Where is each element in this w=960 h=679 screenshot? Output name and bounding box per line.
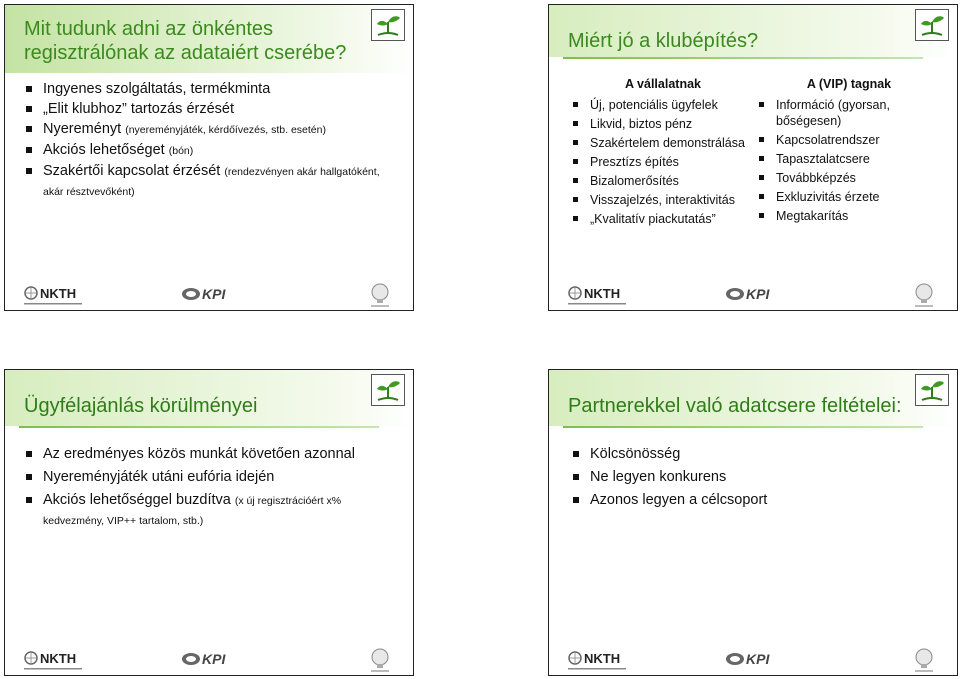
slide-4 <box>548 369 958 676</box>
slide-header <box>549 5 957 57</box>
list-item: „Elit klubhoz” tartozás érzését <box>26 99 396 119</box>
list-item: Bizalomerősítés <box>573 173 753 189</box>
list-item: Kölcsönösség <box>573 444 943 464</box>
slide-footer <box>5 280 413 310</box>
column-heading-member: A (VIP) tagnak <box>806 77 892 91</box>
bullet-list <box>26 444 401 530</box>
list-item: Nyereményjáték utáni eufória idején <box>26 467 401 487</box>
kpi-logo <box>180 285 240 303</box>
title-underline <box>563 57 923 59</box>
svg-text:KPI: KPI <box>746 651 770 667</box>
bullet-list <box>26 79 396 201</box>
list-item: Szakértői kapcsolat érzését (rendezvényen akár hallgatóként, akár résztvevőként) <box>26 161 396 201</box>
list-item: Nyereményt (nyereményjáték, kérdőívezés, stb. esetén) <box>26 119 396 140</box>
list-item: Ingyenes szolgáltatás, termékminta <box>26 79 396 99</box>
sprout-logo-icon <box>371 374 405 406</box>
list-item: Kapcsolatrendszer <box>759 132 939 148</box>
list-item: Továbbképzés <box>759 170 939 186</box>
list-item: Szakértelem demonstrálása <box>573 135 753 151</box>
bulb-logo <box>365 646 395 674</box>
nkth-logo <box>567 648 627 672</box>
nkth-logo <box>23 283 83 307</box>
list-item: „Kvalitatív piackutatás” <box>573 211 753 227</box>
slide-1 <box>4 4 414 311</box>
slide-footer <box>549 280 957 310</box>
slide-header <box>5 5 413 73</box>
bulb-logo <box>365 281 395 309</box>
company-benefits-list <box>573 97 753 230</box>
title-underline <box>563 426 923 428</box>
sprout-logo-icon <box>915 9 949 41</box>
slide-3 <box>4 369 414 676</box>
slide-footer <box>549 645 957 675</box>
member-benefits-list <box>759 97 939 227</box>
kpi-logo <box>724 650 784 668</box>
title-underline <box>19 426 379 428</box>
svg-text:KPI: KPI <box>202 651 226 667</box>
list-item: Presztízs építés <box>573 154 753 170</box>
list-item: Exkluzivitás érzete <box>759 189 939 205</box>
list-item: Tapasztalatcsere <box>759 151 939 167</box>
bullet-list <box>573 444 943 510</box>
sprout-logo-icon <box>371 9 405 41</box>
slide-header <box>549 370 957 426</box>
svg-text:KPI: KPI <box>746 286 770 302</box>
slide-footer <box>5 645 413 675</box>
column-heading-company: A vállalatnak <box>625 77 701 91</box>
list-item: Likvid, biztos pénz <box>573 116 753 132</box>
svg-text:NKTH: NKTH <box>584 286 621 301</box>
bulb-logo <box>909 281 939 309</box>
bulb-logo <box>909 646 939 674</box>
svg-text:NKTH: NKTH <box>40 651 77 666</box>
svg-text:KPI: KPI <box>202 286 226 302</box>
list-item: Új, potenciális ügyfelek <box>573 97 753 113</box>
slide-title: Partnerekkel való adatcsere feltételei: <box>568 395 902 417</box>
sprout-logo-icon <box>915 374 949 406</box>
list-item: Megtakarítás <box>759 208 939 224</box>
slide-title: Ügyfélajánlás körülményei <box>24 395 258 417</box>
svg-text:NKTH: NKTH <box>584 651 621 666</box>
list-item: Ne legyen konkurens <box>573 467 943 487</box>
svg-text:NKTH: NKTH <box>40 286 77 301</box>
slide-2 <box>548 4 958 311</box>
nkth-logo <box>23 648 83 672</box>
kpi-logo <box>180 650 240 668</box>
list-item: Az eredményes közös munkát követően azonnal <box>26 444 401 464</box>
list-item: Akciós lehetőséggel buzdítva (x új regisztrációért x% kedvezmény, VIP++ tartalom, stb.) <box>26 490 401 530</box>
nkth-logo <box>567 283 627 307</box>
slide-title: Miért jó a klubépítés? <box>568 30 759 52</box>
slide-header <box>5 370 413 426</box>
list-item: Akciós lehetőséget (bón) <box>26 140 396 161</box>
list-item: Visszajelzés, interaktivitás <box>573 192 753 208</box>
list-item: Információ (gyorsan, bőségesen) <box>759 97 939 129</box>
list-item: Azonos legyen a célcsoport <box>573 490 943 510</box>
slide-title: Mit tudunk adni az önkéntes regisztrálónak az adataiért cserébe? <box>24 18 347 64</box>
kpi-logo <box>724 285 784 303</box>
